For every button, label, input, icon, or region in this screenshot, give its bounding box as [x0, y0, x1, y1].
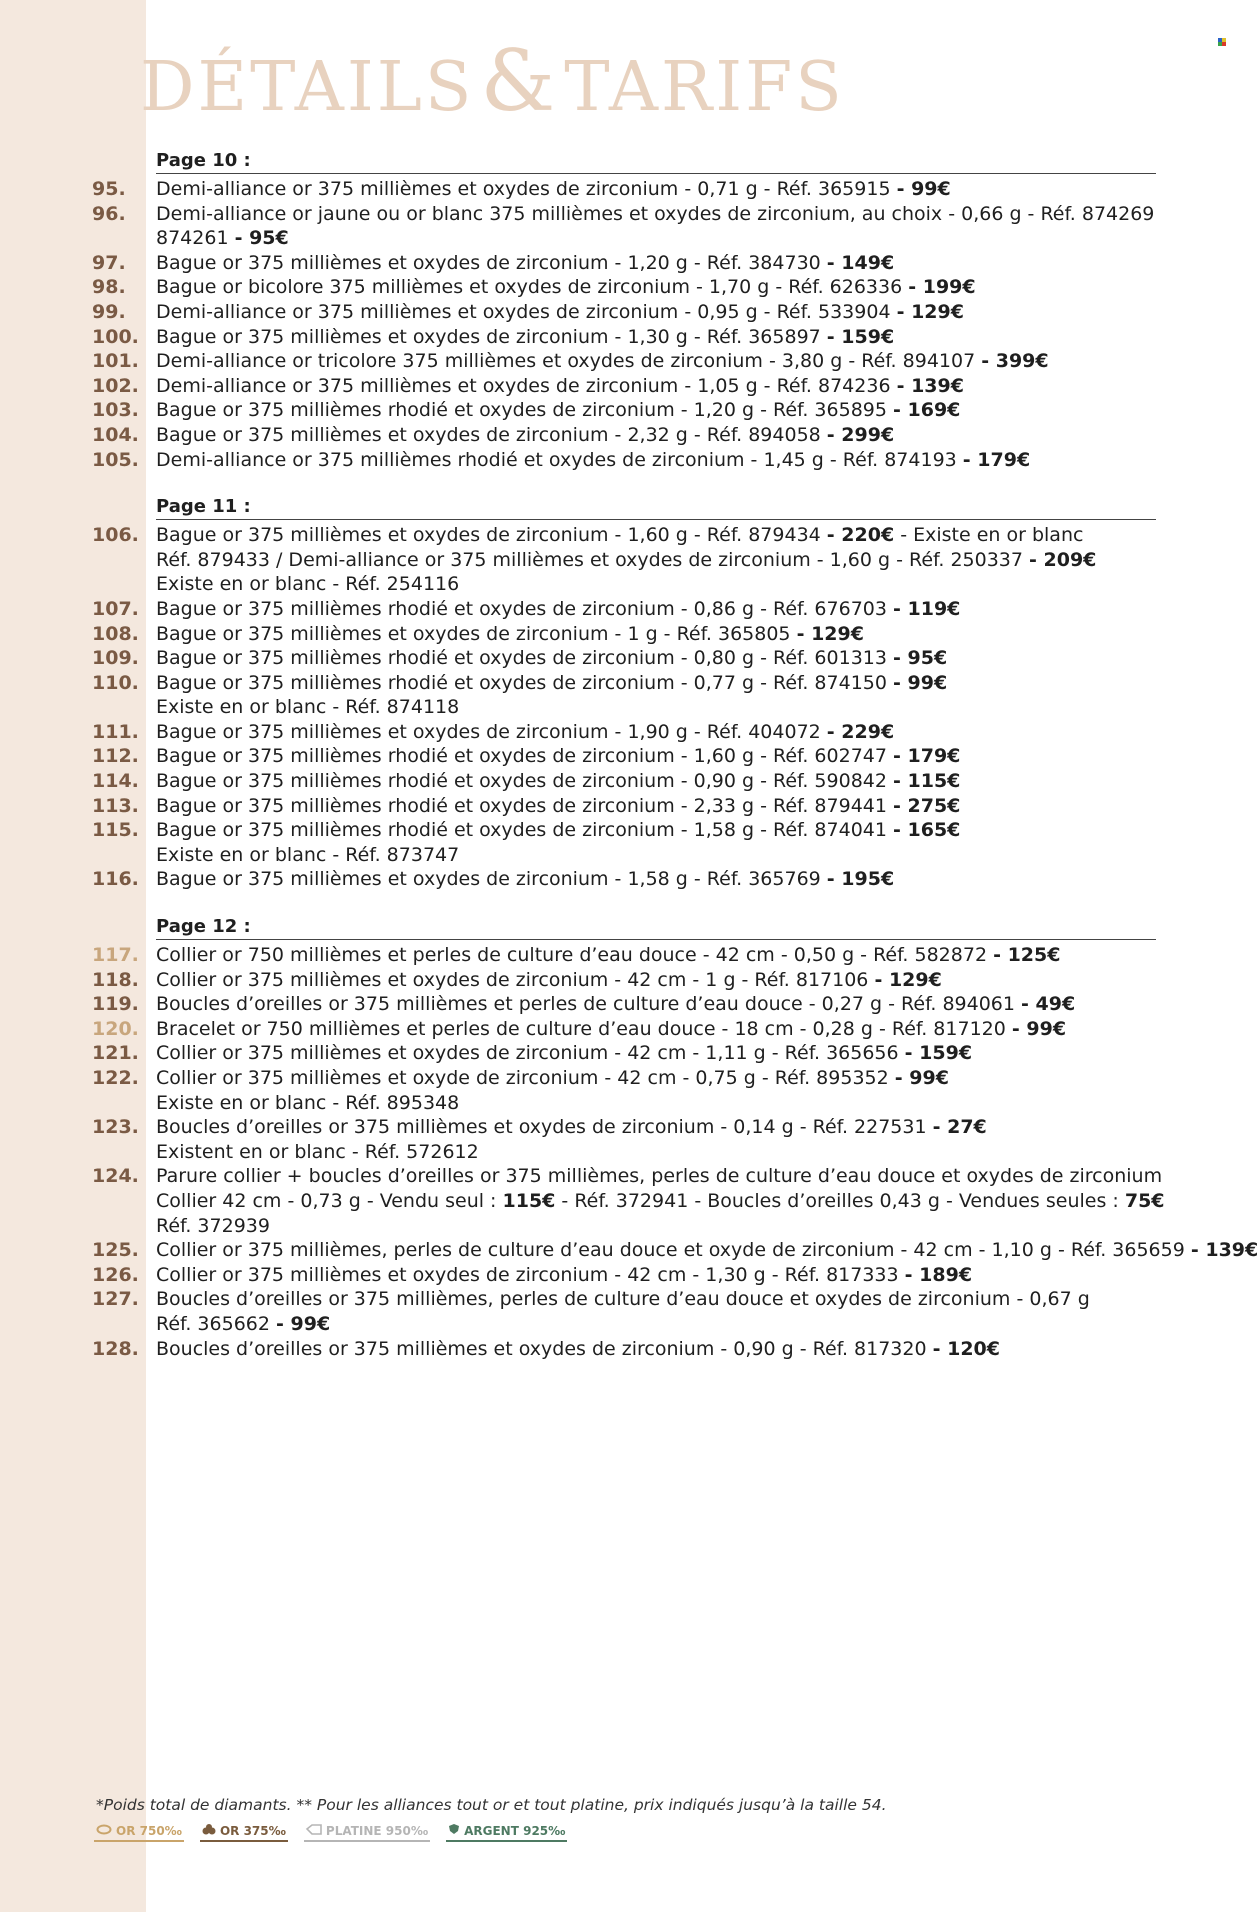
- price: - 165€: [893, 819, 961, 842]
- color-mark-icon: [1218, 38, 1226, 46]
- price: - 195€: [826, 868, 895, 891]
- list-item: [0, 1115, 1160, 1164]
- list-item: [0, 818, 1160, 867]
- item-line: [156, 398, 1160, 423]
- metal-legend: [94, 1822, 567, 1842]
- item-line: [156, 597, 1160, 622]
- item-line: [156, 695, 1160, 720]
- item-number: 121.: [92, 1042, 139, 1065]
- item-line: [156, 448, 1160, 473]
- list-item: [0, 325, 1160, 350]
- item-number: 127.: [92, 1288, 139, 1311]
- item-text: Demi-alliance or 375 millièmes et oxydes de zirconium - 0,95 g - Réf. 533904: [156, 300, 897, 323]
- item-number: 120.: [92, 1017, 139, 1040]
- item-number: 103.: [92, 399, 139, 422]
- item-number: 122.: [92, 1067, 139, 1089]
- list-item: [0, 1337, 1160, 1362]
- item-text: Demi-alliance or tricolore 375 millièmes et oxydes de zirconium - 3,80 g - Réf. 894107: [156, 350, 982, 373]
- list-item: [0, 1238, 1258, 1263]
- item-text: Collier or 375 millièmes, perles de culture d’eau douce et oxyde de zirconium - 42 cm - 1,10 g - Réf. 365659: [156, 1239, 1191, 1262]
- item-text: Collier or 375 millièmes et oxydes de zirconium - 42 cm - 1,11 g - Réf. 365656: [156, 1042, 905, 1065]
- item-text: Demi-alliance or 375 millièmes et oxydes de zirconium - 0,71 g - Réf. 365915: [156, 178, 897, 200]
- item-line: [156, 1066, 1160, 1091]
- list-item: [0, 646, 1160, 671]
- list-item: [0, 275, 1160, 300]
- item-text: - Réf. 372941 - Boucles d’oreilles 0,43 g - Vendues seules :: [555, 1189, 1125, 1212]
- list-item: [0, 423, 1160, 448]
- item-text: Collier or 375 millièmes et oxyde de zirconium - 42 cm - 0,75 g - Réf. 895352: [156, 1067, 895, 1089]
- diamond-tag-icon: [306, 1824, 322, 1838]
- list-item: [0, 769, 1160, 794]
- item-text: Existe en or blanc - Réf. 254116: [156, 573, 460, 596]
- section: [0, 916, 1258, 1361]
- metal-badge-label: OR 750‰: [116, 1823, 182, 1838]
- list-item: [0, 744, 1160, 769]
- item-number: 128.: [92, 1337, 139, 1360]
- item-text: Collier or 375 millièmes et oxydes de zirconium - 42 cm - 1,30 g - Réf. 817333: [156, 1263, 905, 1286]
- list-item: [0, 622, 1160, 647]
- price: - 275€: [893, 794, 961, 817]
- item-line: [156, 1189, 1165, 1214]
- item-text: Bracelet or 750 millièmes et perles de culture d’eau douce - 18 cm - 0,28 g - Réf. 817120: [156, 1017, 1012, 1040]
- item-line: [156, 671, 1160, 696]
- item-number: 112.: [92, 745, 139, 768]
- item-line: [156, 1337, 1160, 1362]
- title-ampersand: &: [480, 32, 559, 130]
- item-line: [156, 1115, 1160, 1140]
- list-item: [0, 720, 1160, 745]
- item-number: 111.: [92, 720, 139, 743]
- item-text: Collier 42 cm - 0,73 g - Vendu seul :: [156, 1189, 503, 1212]
- item-line: [156, 349, 1160, 374]
- list-item: [0, 992, 1160, 1017]
- item-number: 97.: [92, 251, 126, 274]
- item-text: Parure collier + boucles d’oreilles or 375 millièmes, perles de culture d’eau douce et oxydes de zirconium: [156, 1165, 1163, 1188]
- title-part2: TARIFS: [564, 48, 845, 127]
- list-item: [0, 523, 1160, 597]
- item-text: Existe en or blanc - Réf. 895348: [156, 1091, 460, 1114]
- item-text: Boucles d’oreilles or 375 millièmes, perles de culture d’eau douce et oxydes de zirconium - 0,67 g: [156, 1288, 1090, 1311]
- item-line: [156, 943, 1160, 968]
- price: - 129€: [796, 622, 864, 645]
- metal-badge: [94, 1822, 184, 1842]
- item-text: Bague or 375 millièmes rhodié et oxydes de zirconium - 1,60 g - Réf. 602747: [156, 745, 893, 768]
- price: - 209€: [1029, 548, 1097, 571]
- price: - 229€: [826, 720, 895, 743]
- item-line: [156, 1214, 1160, 1239]
- item-number: 105.: [92, 448, 139, 471]
- item-text: 874261: [156, 227, 235, 250]
- price: - 99€: [276, 1312, 331, 1335]
- item-text: Bague or 375 millièmes et oxydes de zirconium - 1,90 g - Réf. 404072: [156, 720, 827, 743]
- list-item: [0, 1066, 1160, 1115]
- item-text: Bague or 375 millièmes et oxydes de zirconium - 1,60 g - Réf. 879434: [156, 524, 827, 547]
- item-line: [156, 646, 1160, 671]
- shield-icon: [448, 1823, 460, 1838]
- item-text: Boucles d’oreilles or 375 millièmes et oxydes de zirconium - 0,14 g - Réf. 227531: [156, 1116, 933, 1139]
- item-text: Bague or bicolore 375 millièmes et oxydes de zirconium - 1,70 g - Réf. 626336: [156, 276, 909, 299]
- item-number: 95.: [92, 178, 126, 200]
- metal-badge: [304, 1822, 430, 1842]
- item-text: - Existe en or blanc: [894, 524, 1084, 547]
- item-line: [156, 794, 1160, 819]
- item-text: Bague or 375 millièmes rhodié et oxydes de zirconium - 0,80 g - Réf. 601313: [156, 647, 893, 670]
- item-line: [156, 1263, 1160, 1288]
- price: - 179€: [893, 745, 961, 768]
- item-line: [156, 300, 1160, 325]
- item-text: Demi-alliance or jaune ou or blanc 375 millièmes et oxydes de zirconium, au choix - 0,66 g - Réf. 874269: [156, 202, 1155, 225]
- item-number: 107.: [92, 597, 139, 620]
- item-text: Demi-alliance or 375 millièmes et oxydes de zirconium - 1,05 g - Réf. 874236: [156, 374, 897, 397]
- item-number: 119.: [92, 993, 139, 1016]
- item-line: [156, 423, 1160, 448]
- item-number: 102.: [92, 374, 139, 397]
- item-line: [156, 744, 1160, 769]
- item-number: 100.: [92, 325, 139, 348]
- price: - 159€: [826, 325, 895, 348]
- price: - 199€: [908, 276, 976, 299]
- price: - 189€: [904, 1263, 973, 1286]
- item-text: Demi-alliance or 375 millièmes rhodié et oxydes de zirconium - 1,45 g - Réf. 874193: [156, 448, 963, 471]
- price: - 95€: [893, 647, 948, 670]
- item-line: [156, 968, 1160, 993]
- section-heading: Page 12 :: [156, 916, 1156, 940]
- title-part1: DÉTAILS: [140, 48, 475, 127]
- section: [0, 496, 1160, 892]
- list-item: [0, 251, 1160, 276]
- item-text: Existe en or blanc - Réf. 874118: [156, 696, 460, 719]
- price: - 95€: [234, 227, 289, 250]
- price: - 220€: [826, 524, 895, 547]
- item-text: Bague or 375 millièmes et oxydes de zirconium - 2,32 g - Réf. 894058: [156, 423, 827, 446]
- list-item: [0, 794, 1160, 819]
- item-line: [156, 202, 1160, 227]
- metal-badge: [200, 1822, 288, 1842]
- list-item: [0, 597, 1160, 622]
- item-text: Bague or 375 millièmes et oxydes de zirconium - 1,58 g - Réf. 365769: [156, 868, 827, 891]
- item-line: [156, 1091, 1160, 1116]
- item-number: 114.: [92, 770, 139, 793]
- price: - 125€: [993, 944, 1061, 967]
- item-number: 118.: [92, 968, 139, 991]
- item-text: Bague or 375 millièmes rhodié et oxydes de zirconium - 0,90 g - Réf. 590842: [156, 770, 893, 793]
- item-line: [156, 720, 1160, 745]
- item-text: Existent en or blanc - Réf. 572612: [156, 1140, 479, 1163]
- list-item: [0, 374, 1160, 399]
- item-number: 109.: [92, 647, 139, 670]
- item-line: [156, 1238, 1258, 1263]
- item-line: [156, 1017, 1160, 1042]
- item-line: [156, 1287, 1160, 1312]
- list-item: [0, 398, 1160, 423]
- item-text: Collier or 375 millièmes et oxydes de zirconium - 42 cm - 1 g - Réf. 817106: [156, 968, 875, 991]
- price: - 129€: [874, 968, 942, 991]
- item-text: Collier or 750 millièmes et perles de culture d’eau douce - 42 cm - 0,50 g - Réf. 582872: [156, 944, 994, 967]
- item-number: 110.: [92, 671, 139, 694]
- item-line: [156, 769, 1160, 794]
- list-item: [0, 1263, 1160, 1288]
- item-line: [156, 374, 1160, 399]
- price: - 159€: [904, 1042, 973, 1065]
- item-text: Réf. 372939: [156, 1214, 270, 1237]
- item-text: Bague or 375 millièmes et oxydes de zirconium - 1,20 g - Réf. 384730: [156, 251, 827, 274]
- price: 115€: [502, 1189, 556, 1212]
- price: - 99€: [894, 1067, 949, 1089]
- list-item: [0, 448, 1160, 473]
- item-text: Bague or 375 millièmes rhodié et oxydes de zirconium - 0,77 g - Réf. 874150: [156, 671, 893, 694]
- item-number: 117.: [92, 944, 139, 967]
- metal-badge: [446, 1822, 567, 1842]
- item-text: Boucles d’oreilles or 375 millièmes et perles de culture d’eau douce - 0,27 g - Réf. 894061: [156, 993, 1022, 1016]
- price: - 149€: [826, 251, 895, 274]
- item-line: [156, 1140, 1160, 1165]
- item-number: 123.: [92, 1116, 139, 1139]
- price: - 99€: [896, 178, 951, 200]
- item-line: [156, 226, 1160, 251]
- item-number: 126.: [92, 1263, 139, 1286]
- item-text: Boucles d’oreilles or 375 millièmes et oxydes de zirconium - 0,90 g - Réf. 817320: [156, 1337, 933, 1360]
- list-item: [0, 300, 1160, 325]
- price: - 129€: [896, 300, 964, 323]
- item-number: 101.: [92, 350, 139, 373]
- list-item: [0, 943, 1160, 968]
- list-item: [0, 671, 1160, 720]
- item-line: [156, 572, 1160, 597]
- price: - 169€: [893, 399, 961, 422]
- item-number: 113.: [92, 794, 139, 817]
- item-text: Réf. 879433 / Demi-alliance or 375 millièmes et oxydes de zirconium - 1,60 g - Réf. 250337: [156, 548, 1030, 571]
- item-text: Bague or 375 millièmes et oxydes de zirconium - 1,30 g - Réf. 365897: [156, 325, 827, 348]
- item-number: 108.: [92, 622, 139, 645]
- list-item: [0, 1017, 1160, 1042]
- list-item: [0, 177, 1160, 202]
- item-text: Bague or 375 millièmes rhodié et oxydes de zirconium - 1,58 g - Réf. 874041: [156, 819, 893, 842]
- metal-badge-label: OR 375‰: [219, 1823, 286, 1838]
- item-number: 96.: [92, 202, 126, 225]
- item-text: Réf. 365662: [156, 1312, 276, 1335]
- item-number: 99.: [92, 300, 126, 323]
- list-item: [0, 349, 1160, 374]
- list-item: [0, 202, 1160, 251]
- price-list: [0, 150, 1258, 1385]
- item-line: [156, 818, 1160, 843]
- item-text: Bague or 375 millièmes rhodié et oxydes de zirconium - 1,20 g - Réf. 365895: [156, 399, 893, 422]
- item-number: 106.: [92, 524, 139, 547]
- item-text: Bague or 375 millièmes et oxydes de zirconium - 1 g - Réf. 365805: [156, 622, 797, 645]
- item-line: [156, 548, 1160, 573]
- item-text: Bague or 375 millièmes rhodié et oxydes de zirconium - 2,33 g - Réf. 879441: [156, 794, 893, 817]
- item-number: 98.: [92, 276, 126, 299]
- price: - 119€: [893, 597, 961, 620]
- list-item: [0, 867, 1160, 892]
- page-title: [140, 32, 845, 130]
- price: - 139€: [1190, 1239, 1258, 1262]
- price: - 299€: [826, 423, 895, 446]
- list-item: [0, 1164, 1165, 1238]
- price: - 99€: [893, 671, 948, 694]
- item-text: Bague or 375 millièmes rhodié et oxydes de zirconium - 0,86 g - Réf. 676703: [156, 597, 893, 620]
- item-line: [156, 275, 1160, 300]
- price: - 49€: [1021, 993, 1076, 1016]
- section: [0, 150, 1160, 472]
- list-item: [0, 1287, 1160, 1336]
- price: - 179€: [962, 448, 1031, 471]
- item-number: 124.: [92, 1165, 139, 1188]
- price: - 139€: [896, 374, 964, 397]
- item-number: 115.: [92, 819, 139, 842]
- item-line: [156, 1041, 1160, 1066]
- item-number: 125.: [92, 1239, 139, 1262]
- item-line: [156, 1312, 1160, 1337]
- metal-badge-label: PLATINE 950‰: [325, 1823, 429, 1838]
- item-line: [156, 523, 1160, 548]
- item-number: 104.: [92, 423, 139, 446]
- item-line: [156, 177, 1160, 202]
- price: - 120€: [932, 1337, 1000, 1360]
- price: - 99€: [1011, 1017, 1067, 1040]
- metal-badge-label: ARGENT 925‰: [464, 1823, 566, 1838]
- item-line: [156, 251, 1160, 276]
- price: - 27€: [932, 1116, 987, 1139]
- item-number: 116.: [92, 868, 139, 891]
- footnote: *Poids total de diamants. ** Pour les alliances tout or et tout platine, prix indiqués jusqu’à la taille 54.: [96, 1796, 887, 1814]
- section-heading: Page 10 :: [156, 150, 1156, 174]
- item-line: [156, 1164, 1163, 1189]
- list-item: [0, 1041, 1160, 1066]
- item-line: [156, 992, 1160, 1017]
- item-line: [156, 843, 1160, 868]
- item-line: [156, 325, 1160, 350]
- price: 75€: [1124, 1189, 1165, 1212]
- list-item: [0, 968, 1160, 993]
- item-text: Existe en or blanc - Réf. 873747: [156, 843, 460, 866]
- price: - 399€: [981, 350, 1049, 373]
- item-line: [156, 622, 1160, 647]
- item-line: [156, 867, 1160, 892]
- ring-icon: [96, 1824, 112, 1838]
- price: - 115€: [893, 770, 961, 793]
- section-heading: Page 11 :: [156, 496, 1156, 520]
- gold-bags-icon: [202, 1824, 216, 1838]
